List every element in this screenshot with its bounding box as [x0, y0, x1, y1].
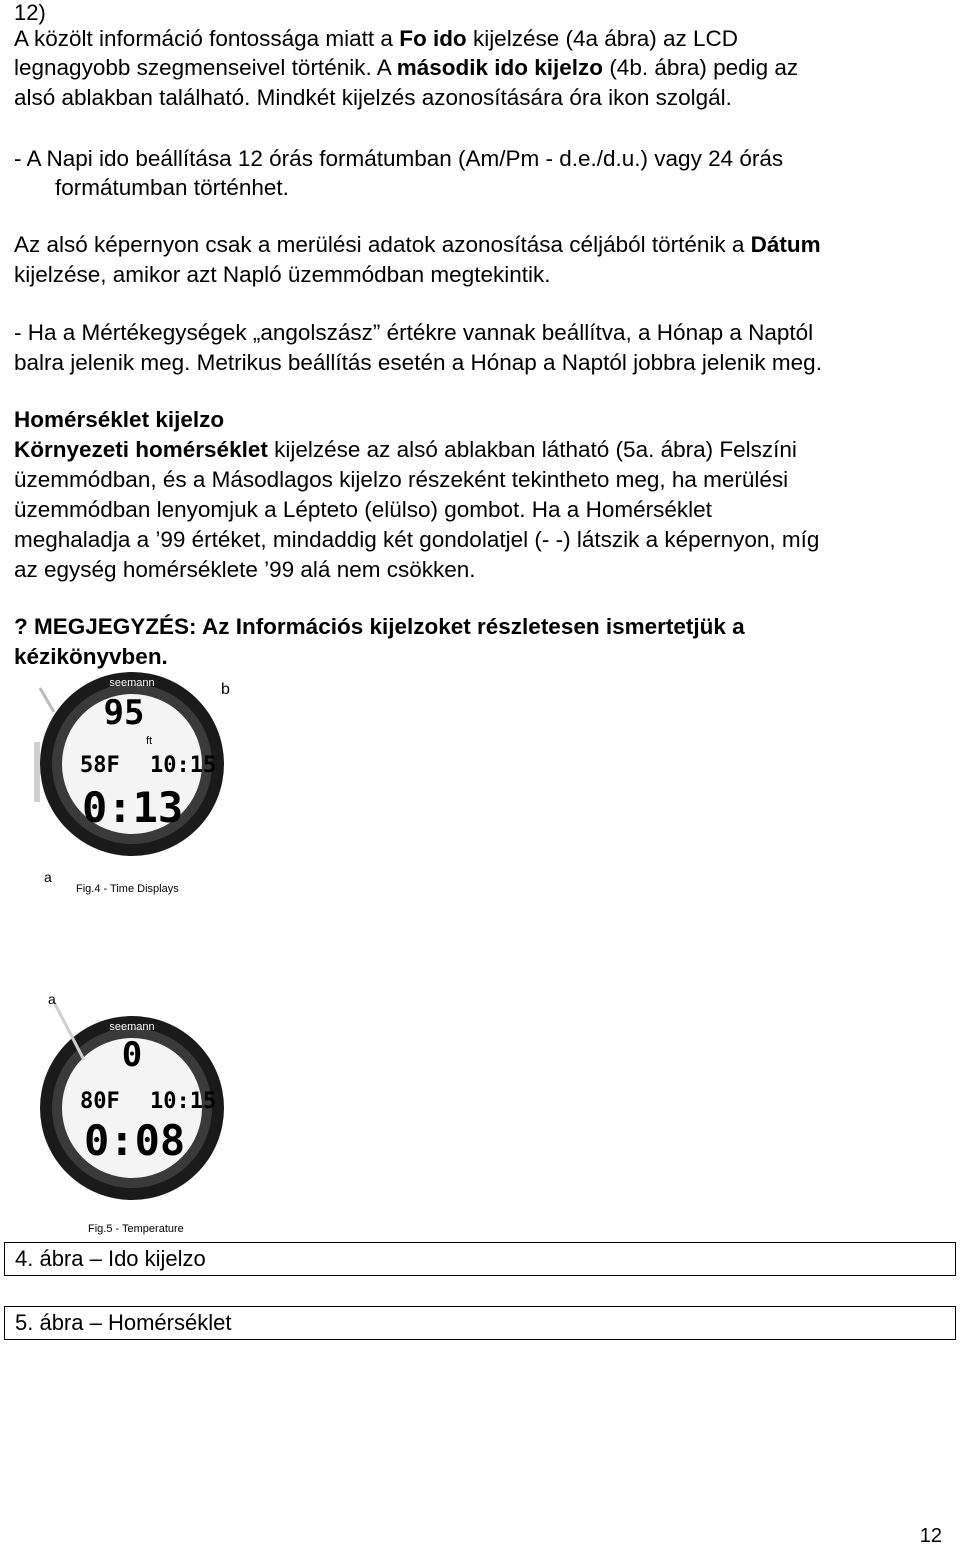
paragraph-line	[14, 53, 798, 83]
callout-line	[40, 688, 54, 712]
paragraph-line: az egység homérséklete ’99 alá nem csökken.	[14, 557, 476, 582]
temp-readout: 58F	[80, 753, 120, 778]
note-line: ? MEGJEGYZÉS: Az Információs kijelzoket részletesen ismertetjük a	[14, 614, 745, 639]
figure-caption-in-image: Fig.5 - Temperature	[88, 1223, 184, 1235]
text-run: (4b. ábra) pedig az	[603, 55, 799, 80]
brand-label: seemann	[109, 677, 155, 689]
bullet-line: formátumban történhet.	[55, 175, 289, 200]
text-run: legnagyobb szegmenseivel történik. A	[14, 55, 397, 80]
paragraph-line	[14, 435, 797, 465]
paragraph-line	[14, 24, 738, 54]
paragraph-line	[14, 230, 821, 260]
figure-5-caption: 5. ábra – Homérséklet	[4, 1306, 956, 1340]
bullet-line: - A Napi ido beállítása 12 órás formátumban (Am/Pm - d.e./d.u.) vagy 24 órás	[14, 146, 784, 171]
paragraph-line: meghaladja a ’99 értéket, mindaddig két gondolatjel (- -) látszik a képernyon, míg	[14, 527, 820, 552]
side-scale	[34, 742, 40, 802]
paragraph-line: üzemmódban, és a Másodlagos kijelzo részeként tekintheto meg, ha merülési	[14, 467, 789, 492]
text-run: kijelzése (4a ábra) az LCD	[466, 26, 739, 51]
unit-label: ft	[146, 735, 153, 747]
section-heading: Homérséklet kijelzo	[14, 407, 225, 432]
paragraph-line: kijelzése, amikor azt Napló üzemmódban megtekintik.	[14, 262, 551, 287]
time-readout: 10:15	[150, 1089, 217, 1114]
time-readout: 10:15	[150, 753, 217, 778]
text-run: Az alsó képernyon csak a merülési adatok azonosítása céljából történik a	[14, 232, 751, 257]
section-number: 12)	[14, 0, 46, 25]
paragraph-line: balra jelenik meg. Metrikus beállítás esetén a Hónap a Naptól jobbra jelenik meg.	[14, 350, 822, 375]
brand-label: seemann	[109, 1021, 155, 1033]
text-run: kijelzése az alsó ablakban látható (5a. ábra) Felszíni	[267, 437, 797, 462]
page-number: 12	[919, 1525, 942, 1547]
figure-4-caption: 4. ábra – Ido kijelzo	[4, 1242, 956, 1276]
dive-computer-illustration	[14, 672, 254, 902]
dive-computer-illustration	[14, 990, 254, 1240]
bold-run: Környezeti homérséklet	[14, 437, 268, 462]
bold-run: második ido kijelzo	[396, 55, 604, 80]
depth-readout: 95	[103, 693, 145, 733]
main-time-readout: 0:08	[84, 1116, 186, 1165]
figure-4-image	[14, 672, 254, 902]
figure-caption-in-image: Fig.4 - Time Displays	[76, 883, 179, 895]
callout-a: a	[44, 869, 52, 885]
bold-run: Fo ido	[399, 26, 467, 51]
main-time-readout: 0:13	[82, 783, 184, 832]
callout-a: a	[48, 991, 56, 1007]
bold-run: Dátum	[750, 232, 821, 257]
paragraph-line: alsó ablakban található. Mindkét kijelzés azonosítására óra ikon szolgál.	[14, 85, 732, 110]
text-run: A közölt információ fontossága miatt a	[14, 26, 400, 51]
paragraph-line: - Ha a Mértékegységek „angolszász” értékre vannak beállítva, a Hónap a Naptól	[14, 320, 814, 345]
paragraph-line: üzemmódban lenyomjuk a Lépteto (elülso) gombot. Ha a Homérséklet	[14, 497, 712, 522]
depth-readout: 0	[121, 1035, 143, 1075]
note-line: kézikönyvben.	[14, 644, 168, 669]
callout-b: b	[221, 681, 230, 698]
figure-5-image	[14, 990, 254, 1240]
temp-readout: 80F	[80, 1089, 120, 1114]
